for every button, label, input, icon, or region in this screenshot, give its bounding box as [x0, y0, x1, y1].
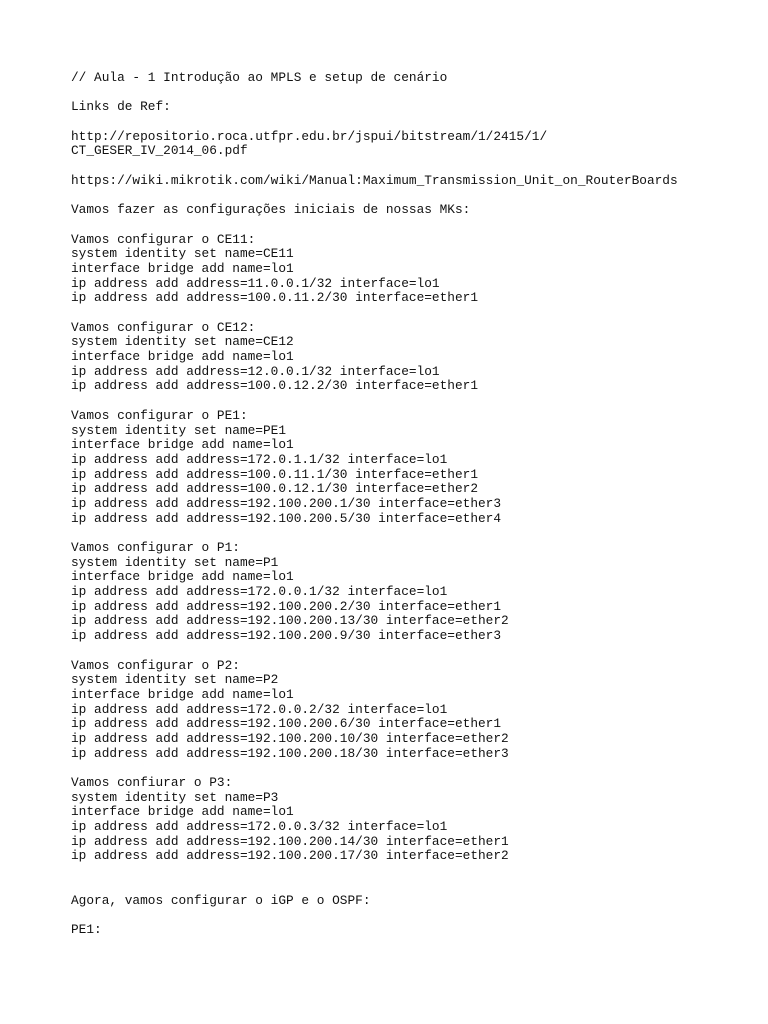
document-line: system identity set name=PE1 [71, 422, 287, 438]
document-line: ip address add address=192.100.200.13/30 interface=ether2 [71, 613, 509, 629]
blank-line [71, 879, 751, 894]
document-line: ip address add address=192.100.200.18/30 interface=ether3 [71, 745, 509, 761]
document-line: ip address add address=172.0.0.3/32 interface=lo1 [71, 819, 448, 835]
document-line: ip address add address=192.100.200.10/30 interface=ether2 [71, 730, 509, 746]
blank-line [71, 86, 751, 101]
document-line: interface bridge add name=lo1 [71, 804, 294, 820]
document-line: Links de Ref: [71, 99, 171, 115]
document-line: ip address add address=100.0.11.1/30 interface=ether1 [71, 466, 479, 482]
document-line: ip address add address=192.100.200.1/30 interface=ether3 [71, 495, 502, 511]
document-line: ip address add address=192.100.200.17/30 interface=ether2 [71, 848, 509, 864]
document-line: interface bridge add name=lo1 [71, 437, 294, 453]
document-line: ip address add address=100.0.11.2/30 interface=ether1 [71, 290, 479, 306]
blank-line [71, 394, 751, 409]
document-line: Vamos configurar o P2: [71, 657, 240, 673]
document-line: ip address add address=192.100.200.5/30 interface=ether4 [71, 510, 502, 526]
document-line: https://wiki.mikrotik.com/wiki/Manual:Maximum_Transmission_Unit_on_RouterBoards [71, 172, 678, 188]
document-line: ip address add address=172.0.1.1/32 interface=lo1 [71, 451, 448, 467]
blank-line [71, 306, 751, 321]
document-line: ip address add address=100.0.12.2/30 interface=ether1 [71, 378, 479, 394]
document-line: system identity set name=CE11 [71, 246, 294, 262]
document-line: interface bridge add name=lo1 [71, 260, 294, 276]
blank-line [71, 644, 751, 659]
document-line: ip address add address=192.100.200.14/30 interface=ether1 [71, 833, 509, 849]
document-line: ip address add address=192.100.200.2/30 interface=ether1 [71, 598, 502, 614]
document-line: system identity set name=P2 [71, 672, 279, 688]
document-line: ip address add address=100.0.12.1/30 interface=ether2 [71, 481, 479, 497]
blank-line [71, 218, 751, 233]
document-line: ip address add address=192.100.200.9/30 interface=ether3 [71, 628, 502, 644]
document-line: CT_GESER_IV_2014_06.pdf [71, 143, 248, 159]
document-line: interface bridge add name=lo1 [71, 349, 294, 365]
document-line: Vamos fazer as configurações iniciais de nossas MKs: [71, 202, 471, 218]
blank-line [71, 908, 751, 923]
blank-line [71, 864, 751, 879]
blank-line [71, 189, 751, 204]
document-line: http://repositorio.roca.utfpr.edu.br/jspui/bitstream/1/2415/1/ [71, 128, 548, 144]
document-line: Vamos configurar o P1: [71, 540, 240, 555]
blank-line [71, 526, 751, 541]
document-line: Vamos confiurar o P3: [71, 775, 233, 790]
blank-line [71, 761, 751, 776]
document-line: ip address add address=12.0.0.1/32 interface=lo1 [71, 363, 440, 379]
document-line: Vamos configurar o CE11: [71, 231, 256, 247]
document-line: interface bridge add name=lo1 [71, 569, 294, 585]
document-body [71, 71, 751, 938]
document-line: system identity set name=P3 [71, 789, 279, 805]
document-line: PE1: [71, 921, 102, 937]
document-line: system identity set name=P1 [71, 554, 279, 570]
blank-line [71, 159, 751, 174]
blank-line [71, 115, 751, 130]
document-line: ip address add address=172.0.0.2/32 interface=lo1 [71, 701, 448, 717]
document-line: Agora, vamos configurar o iGP e o OSPF: [71, 892, 371, 908]
document-line: interface bridge add name=lo1 [71, 686, 294, 702]
document-line: // Aula - 1 Introdução ao MPLS e setup de cenário [71, 70, 448, 85]
document-line: ip address add address=192.100.200.6/30 interface=ether1 [71, 716, 502, 732]
document-line: Vamos configurar o CE12: [71, 319, 256, 335]
document-line: ip address add address=172.0.0.1/32 interface=lo1 [71, 584, 448, 600]
document-line: Vamos configurar o PE1: [71, 407, 248, 423]
document-line: ip address add address=11.0.0.1/32 interface=lo1 [71, 275, 440, 291]
document-line: system identity set name=CE12 [71, 334, 294, 350]
